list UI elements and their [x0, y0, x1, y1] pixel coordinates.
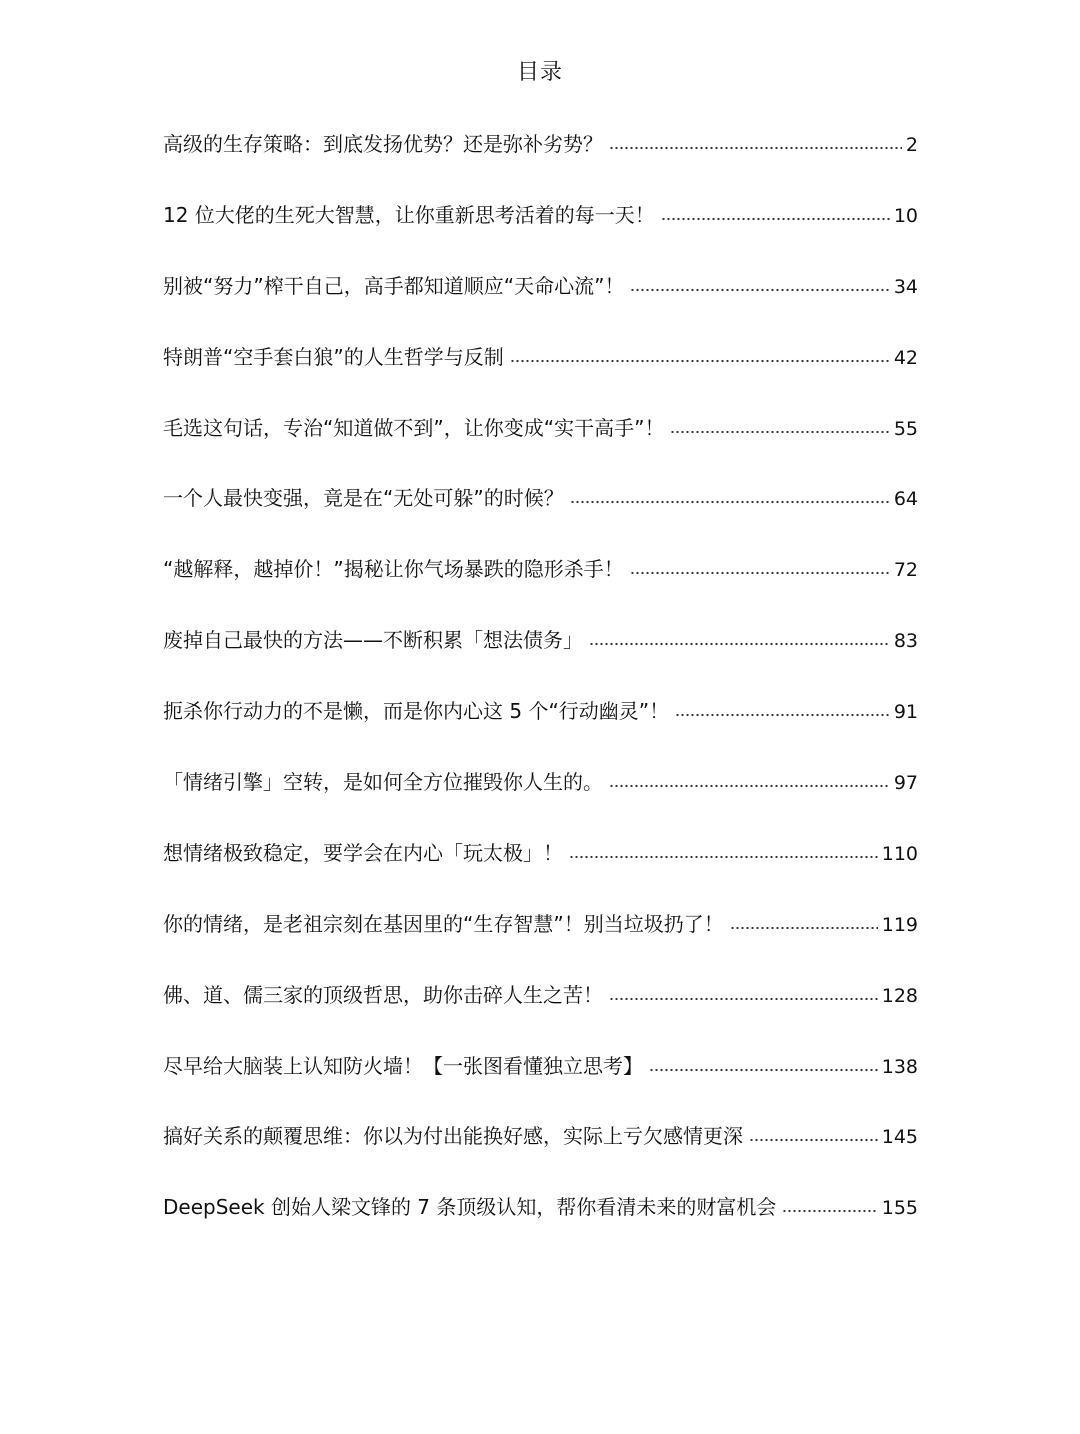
toc-page-number: 55 — [893, 417, 918, 440]
toc-entry[interactable] — [163, 337, 918, 408]
toc-page-number: 110 — [881, 842, 918, 865]
toc-page-number: 2 — [905, 134, 918, 156]
toc-list — [163, 124, 918, 1258]
toc-dot-leader — [749, 1138, 878, 1142]
toc-entry[interactable] — [163, 124, 918, 195]
toc-dot-leader — [782, 1209, 877, 1213]
toc-page-number: 97 — [893, 772, 918, 795]
toc-entry-title: 尽早给大脑装上认知防火墙！【一张图看懂独立思考】 — [163, 1053, 643, 1078]
toc-dot-leader — [570, 500, 890, 504]
toc-entry[interactable] — [163, 620, 918, 691]
toc-page-number: 138 — [881, 1055, 918, 1078]
toc-page-number: 155 — [881, 1197, 918, 1220]
toc-entry-title: 12 位大佬的生死大智慧，让你重新思考活着的每一天！ — [163, 202, 655, 227]
toc-entry[interactable] — [163, 478, 918, 549]
toc-entry[interactable] — [163, 1046, 918, 1117]
toc-entry[interactable] — [163, 762, 918, 833]
toc-entry-title: “越解释，越掉价！”揭秘让你气场暴跌的隐形杀手！ — [163, 557, 624, 582]
toc-dot-leader — [675, 713, 890, 717]
toc-entry[interactable] — [163, 904, 918, 975]
toc-page-number: 128 — [881, 984, 918, 1007]
toc-dot-leader — [630, 571, 890, 575]
toc-dot-leader — [670, 430, 889, 434]
toc-dot-leader — [589, 642, 890, 646]
toc-entry-title: 搞好关系的颠覆思维：你以为付出能换好感，实际上亏欠感情更深 — [163, 1124, 743, 1149]
toc-entry-title: 特朗普“空手套白狼”的人生哲学与反制 — [163, 344, 504, 369]
toc-dot-leader — [661, 217, 890, 221]
toc-page-number: 91 — [893, 701, 918, 724]
toc-entry[interactable] — [163, 1187, 918, 1258]
toc-entry-title: 高级的生存策略：到底发扬优势？还是弥补劣势？ — [163, 132, 603, 156]
toc-dot-leader — [510, 359, 890, 363]
toc-dot-leader — [569, 855, 878, 859]
toc-page-number: 72 — [893, 559, 918, 582]
toc-page-number: 83 — [893, 630, 918, 653]
toc-page-number: 145 — [881, 1126, 918, 1149]
toc-page-number: 34 — [893, 275, 918, 298]
toc-entry-title: 毛选这句话，专治“知道做不到”，让你变成“实干高手”！ — [163, 415, 665, 440]
toc-entry-title: 废掉自己最快的方法——不断积累「想法债务」 — [163, 628, 583, 653]
toc-title: 目录 — [516, 60, 563, 85]
toc-page-number: 64 — [893, 488, 918, 511]
toc-entry[interactable] — [163, 833, 918, 904]
toc-dot-leader — [649, 1068, 878, 1072]
toc-dot-leader — [609, 997, 878, 1001]
toc-entry[interactable] — [163, 195, 918, 266]
toc-entry[interactable] — [163, 1116, 918, 1187]
toc-entry[interactable] — [163, 266, 918, 337]
toc-dot-leader — [609, 784, 890, 788]
toc-entry-title: 「情绪引擎」空转，是如何全方位摧毁你人生的。 — [163, 770, 603, 795]
toc-page-number: 42 — [893, 346, 918, 369]
toc-entry-title: 佛、道、儒三家的顶级哲思，助你击碎人生之苦！ — [163, 982, 603, 1007]
toc-entry[interactable] — [163, 408, 918, 479]
toc-entry[interactable] — [163, 975, 918, 1046]
toc-entry[interactable] — [163, 691, 918, 762]
toc-dot-leader — [630, 288, 889, 292]
toc-entry-title: 别被“努力”榨干自己，高手都知道顺应“天命心流”！ — [163, 273, 625, 298]
toc-page-number: 119 — [881, 913, 918, 936]
toc-dot-leader — [609, 146, 902, 150]
toc-entry-title: 想情绪极致稳定，要学会在内心「玩太极」！ — [163, 840, 563, 865]
toc-entry-title: 一个人最快变强，竟是在“无处可躲”的时候？ — [163, 486, 564, 511]
toc-entry-title: 扼杀你行动力的不是懒，而是你内心这 5 个“行动幽灵”！ — [163, 699, 670, 724]
toc-entry[interactable] — [163, 549, 918, 620]
toc-entry-title: 你的情绪，是老祖宗刻在基因里的“生存智慧”！别当垃圾扔了！ — [163, 911, 724, 936]
toc-dot-leader — [730, 926, 878, 930]
toc-entry-title: DeepSeek 创始人梁文锋的 7 条顶级认知，帮你看清未来的财富机会 — [163, 1195, 777, 1220]
toc-page-number: 10 — [893, 204, 918, 227]
